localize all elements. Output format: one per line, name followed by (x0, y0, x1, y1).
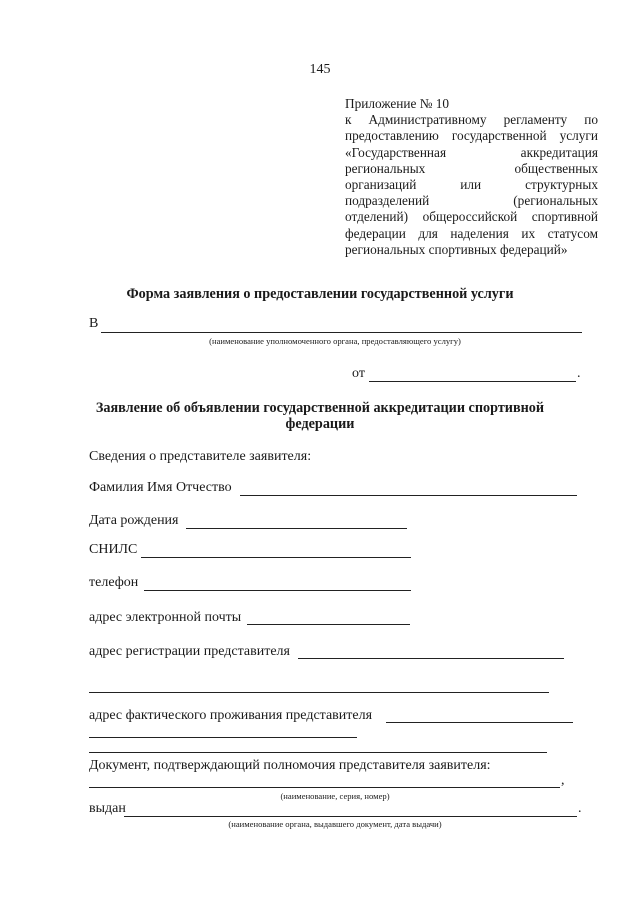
statement-title-line1: Заявление об объявлении государственной аккредитации спортивной (95, 400, 545, 416)
to-recipient-field[interactable] (101, 332, 582, 333)
to-caption: (наименование уполномоченного органа, предоставляющего услугу) (209, 336, 461, 346)
actual-address-field[interactable] (386, 722, 573, 723)
birth-date-field[interactable] (186, 528, 407, 529)
to-prefix: В (89, 316, 99, 331)
appendix-line: региональных спортивных федераций» (345, 241, 568, 257)
issued-suffix: . (578, 801, 582, 816)
phone-field[interactable] (144, 590, 411, 591)
appendix-line: федерации для наделения их статусом (345, 225, 598, 241)
appendix-line: предоставлению государственной услуги (345, 128, 598, 144)
from-suffix: . (577, 366, 581, 381)
authority-document-label: Документ, подтверждающий полномочия представителя заявителя: (89, 758, 491, 773)
actual-address-field-line3[interactable] (89, 752, 547, 753)
actual-address-label: адрес фактического проживания представителя (89, 708, 373, 723)
birth-date-label: Дата рождения (89, 513, 179, 528)
page-number: 145 (309, 62, 331, 77)
authority-document-caption: (наименование, серия, номер) (280, 791, 390, 801)
authority-document-comma: , (561, 773, 565, 788)
section-heading: Сведения о представителе заявителя: (89, 449, 312, 464)
form-title: Форма заявления о предоставлении государственной услуги (126, 286, 514, 302)
registration-address-label: адрес регистрации представителя (89, 644, 290, 659)
full-name-field[interactable] (240, 495, 577, 496)
appendix-block (345, 96, 598, 258)
appendix-line: подразделений (региональных (345, 193, 598, 209)
appendix-line: Приложение № 10 (345, 96, 449, 111)
from-applicant-field[interactable] (369, 381, 576, 382)
snils-label: СНИЛС (89, 542, 138, 557)
email-field[interactable] (247, 624, 410, 625)
issued-caption: (наименование органа, выдавшего документ, дата выдачи) (228, 819, 442, 829)
registration-address-field[interactable] (298, 658, 564, 659)
appendix-line: отделений) общероссийской спортивной (345, 209, 598, 225)
issued-label: выдан (89, 801, 126, 816)
from-prefix: от (352, 366, 365, 381)
actual-address-field-line2[interactable] (89, 737, 357, 738)
registration-address-field-line2[interactable] (89, 692, 549, 693)
appendix-line: «Государственная аккредитация (345, 144, 598, 160)
appendix-line: региональных общественных (345, 160, 598, 176)
email-label: адрес электронной почты (89, 610, 242, 625)
appendix-line: организаций или структурных (345, 176, 598, 192)
authority-document-field[interactable] (89, 787, 560, 788)
statement-title-line2: федерации (285, 416, 355, 432)
snils-field[interactable] (141, 557, 411, 558)
appendix-line: к Административному регламенту по (345, 112, 598, 128)
full-name-label: Фамилия Имя Отчество (89, 480, 232, 495)
phone-label: телефон (89, 575, 139, 590)
issued-field[interactable] (124, 816, 577, 817)
